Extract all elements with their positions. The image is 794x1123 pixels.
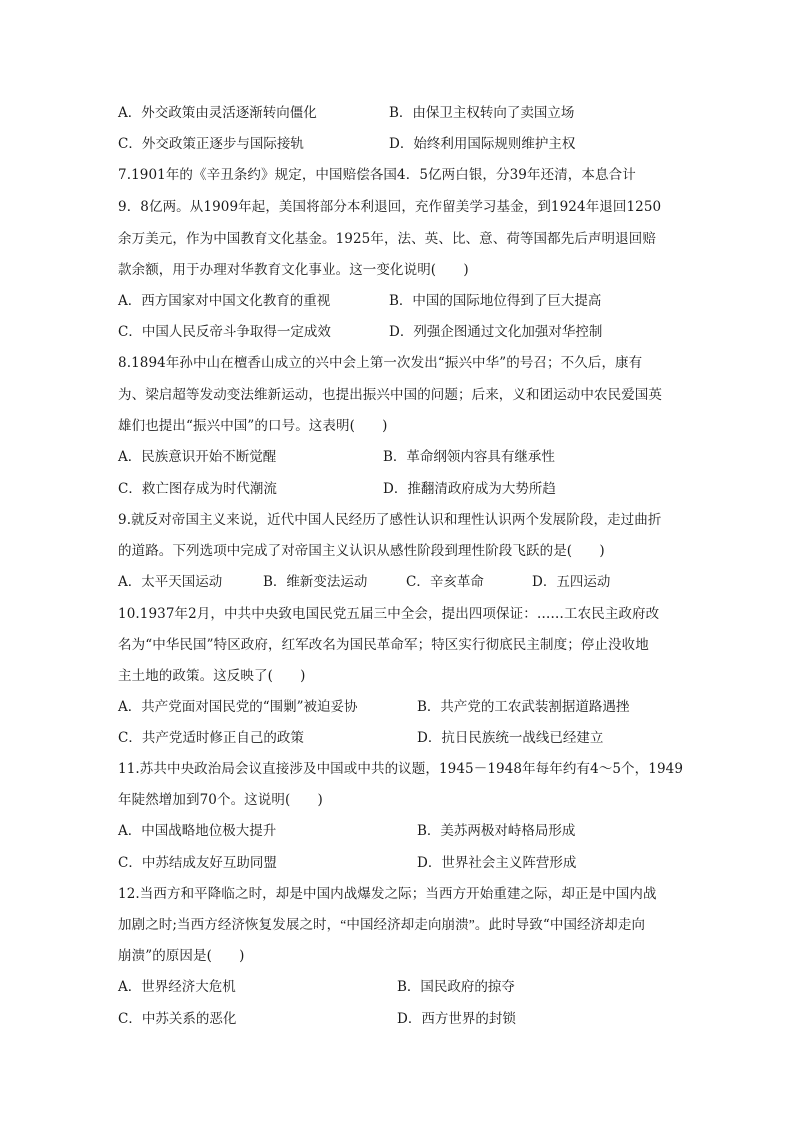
q8-stem-line-1: 8.1894年孙中山在檀香山成立的兴中会上第一次发出“振兴中华”的号召；不久后，康有 bbox=[118, 355, 643, 371]
q10-stem-line-2: 名为“中华民国”特区政府，红军改名为国民革命军；特区实行彻底民主制度；停止没收地 bbox=[118, 637, 649, 653]
q8-stem-line-2: 为、梁启超等发动变法维新运动，也提出振兴中国的问题；后来，义和团运动中农民爱国英 bbox=[118, 387, 662, 403]
q12-option-c: C．中苏关系的恶化 bbox=[118, 1011, 237, 1027]
q11-option-a: A．中国战略地位极大提升 bbox=[118, 823, 277, 839]
q12-stem-line-3: 崩溃”的原因是( ) bbox=[118, 948, 245, 964]
q8-stem-line-3: 雄们也提出“振兴中国”的口号。这表明( ) bbox=[118, 418, 388, 434]
q12-option-b: B．国民政府的掠夺 bbox=[397, 979, 515, 995]
q9-option-c: C．辛亥革命 bbox=[406, 574, 484, 590]
q10-option-d: D．抗日民族统一战线已经建立 bbox=[417, 730, 604, 746]
q12-option-a: A．世界经济大危机 bbox=[118, 979, 236, 995]
q12-stem-line-2-part-a: 加剧之时;当西方经济恢复发展之时， bbox=[118, 917, 341, 933]
q6-option-b: B．由保卫主权转向了卖国立场 bbox=[389, 105, 575, 121]
q11-stem-line-2: 年陡然增加到70个。这说明( ) bbox=[118, 792, 323, 808]
q11-stem-line-1: 11.苏共中央政治局会议直接涉及中国或中共的议题，1945－1948年每年约有4～5个，1949 bbox=[118, 761, 684, 777]
q12-stem-line-1: 12.当西方和平降临之时，却是中国内战爆发之际；当西方开始重建之际，却正是中国内战 bbox=[118, 886, 657, 902]
q12-quoted-phrase: “中国经济却走向崩溃” bbox=[340, 917, 475, 932]
q10-option-a: A．共产党面对国民党的“围剿”被迫妥协 bbox=[118, 699, 358, 715]
q7-option-b: B．中国的国际地位得到了巨大提高 bbox=[389, 293, 602, 309]
q12-option-d: D．西方世界的封锁 bbox=[397, 1011, 516, 1027]
q9-option-d: D．五四运动 bbox=[532, 574, 611, 590]
q6-option-a: A．外交政策由灵活逐渐转向僵化 bbox=[118, 105, 317, 121]
q10-option-b: B．共产党的工农武装割据道路遇挫 bbox=[417, 699, 630, 715]
q6-option-d: D．始终利用国际规则维护主权 bbox=[389, 136, 576, 152]
q9-option-a: A．太平天国运动 bbox=[118, 574, 223, 590]
q11-option-c: C．中苏结成友好互助同盟 bbox=[118, 855, 277, 871]
q11-option-d: D．世界社会主义阵营形成 bbox=[417, 855, 577, 871]
q9-stem-line-1: 9.就反对帝国主义来说，近代中国人民经历了感性认识和理性认识两个发展阶段，走过曲折 bbox=[118, 512, 662, 528]
q6-option-c: C．外交政策正逐步与国际接轨 bbox=[118, 136, 304, 152]
q8-option-b: B．革命纲领内容具有继承性 bbox=[383, 449, 555, 465]
q7-stem-line-2: 9．8亿两。从1909年起，美国将部分本利退回，充作留美学习基金，到1924年退回1250 bbox=[118, 199, 662, 215]
q10-stem-line-1: 10.1937年2月，中共中央致电国民党五届三中全会，提出四项保证：……工农民主政府改 bbox=[118, 606, 660, 622]
q12-stem-line-2 bbox=[118, 917, 678, 933]
q12-stem-line-2-part-c: 。此时导致“中国经济却走向 bbox=[474, 917, 646, 933]
q8-option-d: D．推翻清政府成为大势所趋 bbox=[383, 481, 556, 497]
q11-option-b: B．美苏两极对峙格局形成 bbox=[417, 823, 576, 839]
q9-stem-line-2: 的道路。下列选项中完成了对帝国主义认识从感性阶段到理性阶段飞跃的是( ) bbox=[118, 543, 605, 559]
q10-stem-line-3: 主土地的政策。这反映了( ) bbox=[118, 668, 306, 684]
q7-stem-line-4: 款余额，用于办理对华教育文化事业。这一变化说明( ) bbox=[118, 262, 469, 278]
q9-option-b: B．维新变法运动 bbox=[263, 574, 368, 590]
q10-option-c: C．共产党适时修正自己的政策 bbox=[118, 730, 304, 746]
q7-option-c: C．中国人民反帝斗争取得一定成效 bbox=[118, 324, 331, 340]
q8-option-c: C．救亡图存成为时代潮流 bbox=[118, 481, 277, 497]
q8-option-a: A．民族意识开始不断觉醒 bbox=[118, 449, 277, 465]
q7-stem-line-3: 余万美元，作为中国教育文化基金。1925年，法、英、比、意、荷等国都先后声明退回赔 bbox=[118, 231, 656, 247]
q7-stem-line-1: 7.1901年的《辛丑条约》规定，中国赔偿各国4．5亿两白银，分39年还清，本息合计 bbox=[118, 167, 636, 183]
q7-option-a: A．西方国家对中国文化教育的重视 bbox=[118, 293, 331, 309]
q7-option-d: D．列强企图通过文化加强对华控制 bbox=[389, 324, 603, 340]
